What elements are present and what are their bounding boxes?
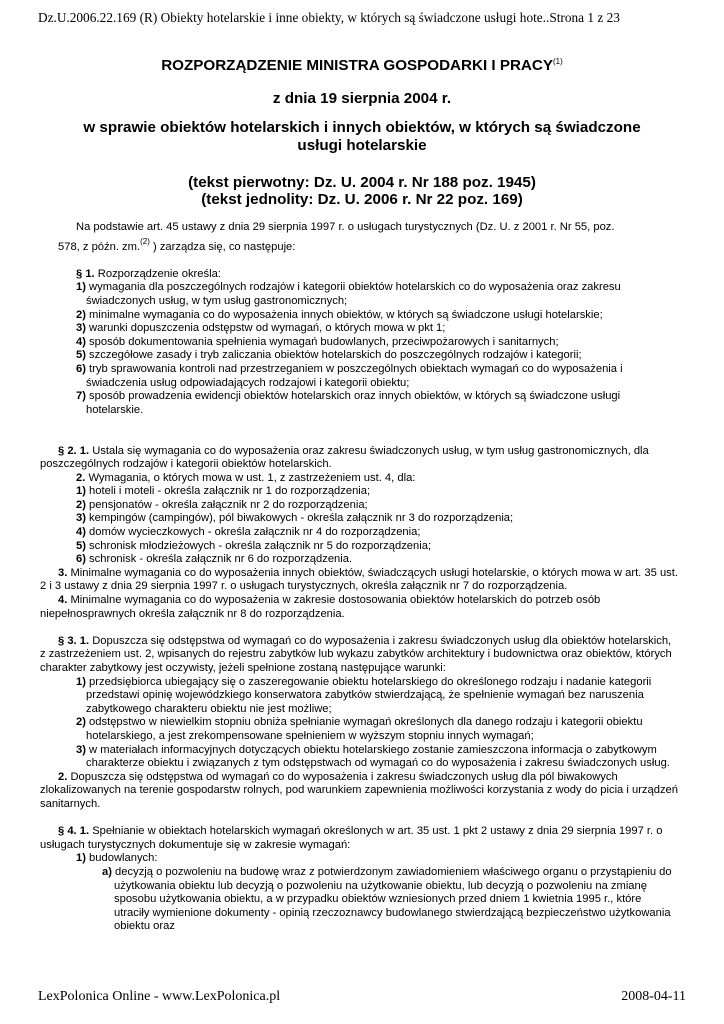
section-2-item: 1) hoteli i moteli - określa załącznik nr 1 do rozporządzenia; [76,485,371,498]
section-2-para-1: § 2. 1. Ustala się wymagania co do wyposażenia oraz zakresu świadczonych usług, w tym usług gastronomicznych, dla poszczególnych rodzajów i kategorii obiektów hotelarskich. [40,444,649,471]
section-4-item: 1) budowlanych: [76,852,158,865]
original-text-ref: (tekst pierwotny: Dz. U. 2004 r. Nr 188 poz. 1945) [188,174,536,191]
document-date: z dnia 19 sierpnia 2004 r. [272,90,452,107]
section-3-item: 2) odstępstwo w niewielkim stopniu obniża spełnianie wymagań określonych dla danego rodzaju i kategorii obiektu hotelarskiego, a jest zrekompensowane spełnieniem w wyższym stopniu innych wymagań; [76,716,643,742]
section-3-item: 1) przedsiębiorca ubiegający się o zaszeregowanie obiektu hotelarskiego do określonego rodzaju i nadanie kategorii przedstawi opinię wojewódzkiego konserwatora zabytków stwierdzającą, że spełnienie wymagań bez naruszenia zabytkowego charakteru obiektu nie jest możliwe; [76,675,652,715]
section-1-item: 2) minimalne wymagania co do wyposażenia innych obiektów, w których są świadczone usługi hotelarskie; [76,308,603,321]
section-1-item: 6) tryb sprawowania kontroli nad przestrzeganiem w poszczególnych obiektach wymagań co do wyposażenia i świadczenia usług odpowiadających rodzajowi i kategorii obiektu; [76,362,623,389]
page-header: Dz.U.2006.22.169 (R) Obiekty hotelarskie i inne obiekty, w których są świadczone usługi hote..Strona 1 z 23 [38,10,620,25]
section-2-para-2: 2. Wymagania, o których mowa w ust. 1, z zastrzeżeniem ust. 4, dla: [76,471,416,484]
unified-text-ref: (tekst jednolity: Dz. U. 2006 r. Nr 22 poz. 169) [201,191,523,208]
document-subject: w sprawie obiektów hotelarskich i innych obiektów, w których są świadczone usługi hotelarskie [83,119,641,154]
section-4-para-1: § 4. 1. Spełnianie w obiektach hotelarskich wymagań określonych w art. 35 ust. 1 pkt 2 ustawy z dnia 29 sierpnia 1997 r. o usługach turystycznych dokumentuje się w zakresie wymagań: [40,825,663,851]
section-2-item: 4) domów wycieczkowych - określa załącznik nr 4 do rozporządzenia; [76,526,421,539]
section-1-intro: § 1. Rozporządzenie określa: [76,267,221,280]
footer-source: LexPolonica Online - www.LexPolonica.pl [38,989,281,1004]
section-2-item: 2) pensjonatów - określa załącznik nr 2 do rozporządzenia; [76,498,368,511]
section-2-para-4: 4. Minimalne wymagania co do wyposażenia w zakresie dostosowania obiektów hotelarskich do potrzeb osób niepełnosprawnych określa załącznik nr 8 do rozporządzenia. [40,594,601,620]
footer-date: 2008-04-11 [621,989,686,1004]
section-1-item: 3) warunki dopuszczenia odstępstw od wymagań, o których mowa w pkt 1; [76,322,446,335]
document-title: ROZPORZĄDZENIE MINISTRA GOSPODARKI I PRACY$^{(1)}$ [161,57,563,74]
section-4-subitem: a) decyzją o pozwoleniu na budowę wraz z potwierdzonym zawiadomieniem właściwego organu o przystąpieniu do użytkowania obiektu lub decyzją o pozwoleniu na użytkowanie obiektu, lub decyzją o pozwoleniu na zmianę sposobu użytkowania obiektu, a w przypadku obiektów wzniesionych przed dniem 1 kwietnia 1995 r., które utraciły wymienione dokumenty - opinią rzeczoznawcy budowlanego stwierdzającą bezpieczeństwo użytkowania obiektu oraz [102,865,672,933]
section-3-para-2: 2. Dopuszcza się odstępstwa od wymagań co do wyposażenia i zakresu świadczonych usług dla pól biwakowych zlokalizowanych na terenie gospodarstw rolnych, pod warunkiem zapewnienia możliwości korzystania z wody do picia i urządzeń sanitarnych. [40,770,679,810]
section-3-para-1: § 3. 1. Dopuszcza się odstępstwa od wymagań co do wyposażenia i zakresu świadczonych usług dla obiektów hotelarskich, z zastrzeżeniem ust. 2, wpisanych do rejestru zabytków lub wykazu zabytków architektury i budownictwa oraz obiektów, których charakter zabytkowy jest oczywisty, jeżeli spełnione zostaną następujące warunki: [40,634,672,674]
document-body [40,221,679,934]
section-1-item: 1) wymagania dla poszczególnych rodzajów i kategorii obiektów hotelarskich co do wyposażenia oraz zakresu świadczonych usług, w tym usług gastronomicznych; [76,281,621,307]
section-1-item: 4) sposób dokumentowania spełnienia wymagań budowlanych, przeciwpożarowych i sanitarnych; [76,335,559,348]
section-3-item: 3) w materiałach informacyjnych dotyczących obiektu hotelarskiego zostanie zamieszczona informacja o zabytkowym charakterze obiektu i związanych z tym odstępstwach od wymagań co do wyposażenia i zakresu świadczonych usług. [76,743,670,770]
section-2-item: 6) schronisk - określa załącznik nr 6 do rozporządzenia. [76,553,353,566]
section-1-item: 7) sposób prowadzenia ewidencji obiektów hotelarskich oraz innych obiektów, w których są świadczone usługi hotelarskie. [76,390,621,416]
section-2-item: 5) schronisk młodzieżowych - określa załącznik nr 5 do rozporządzenia; [76,539,432,552]
section-2-item: 3) kempingów (campingów), pól biwakowych - określa załącznik nr 3 do rozporządzenia; [76,512,514,525]
section-1-item: 5) szczegółowe zasady i tryb zaliczania obiektów hotelarskich do poszczególnych rodzajów i kategorii; [76,349,582,362]
preamble: Na podstawie art. 45 ustawy z dnia 29 sierpnia 1997 r. o usługach turystycznych (Dz. U. z 2001 r. Nr 55, poz. 578, z późn. zm.$^{(2)}$ ) zarządza się, co następuje: [58,221,615,253]
section-2-para-3: 3. Minimalne wymagania co do wyposażenia innych obiektów, świadczących usługi hotelarskie, o których mowa w art. 35 ust. 2 i 3 ustawy z dnia 29 sierpnia 1997 r. o usługach turystycznych, określa załącznik nr 7 do rozporządzenia. [40,566,678,593]
